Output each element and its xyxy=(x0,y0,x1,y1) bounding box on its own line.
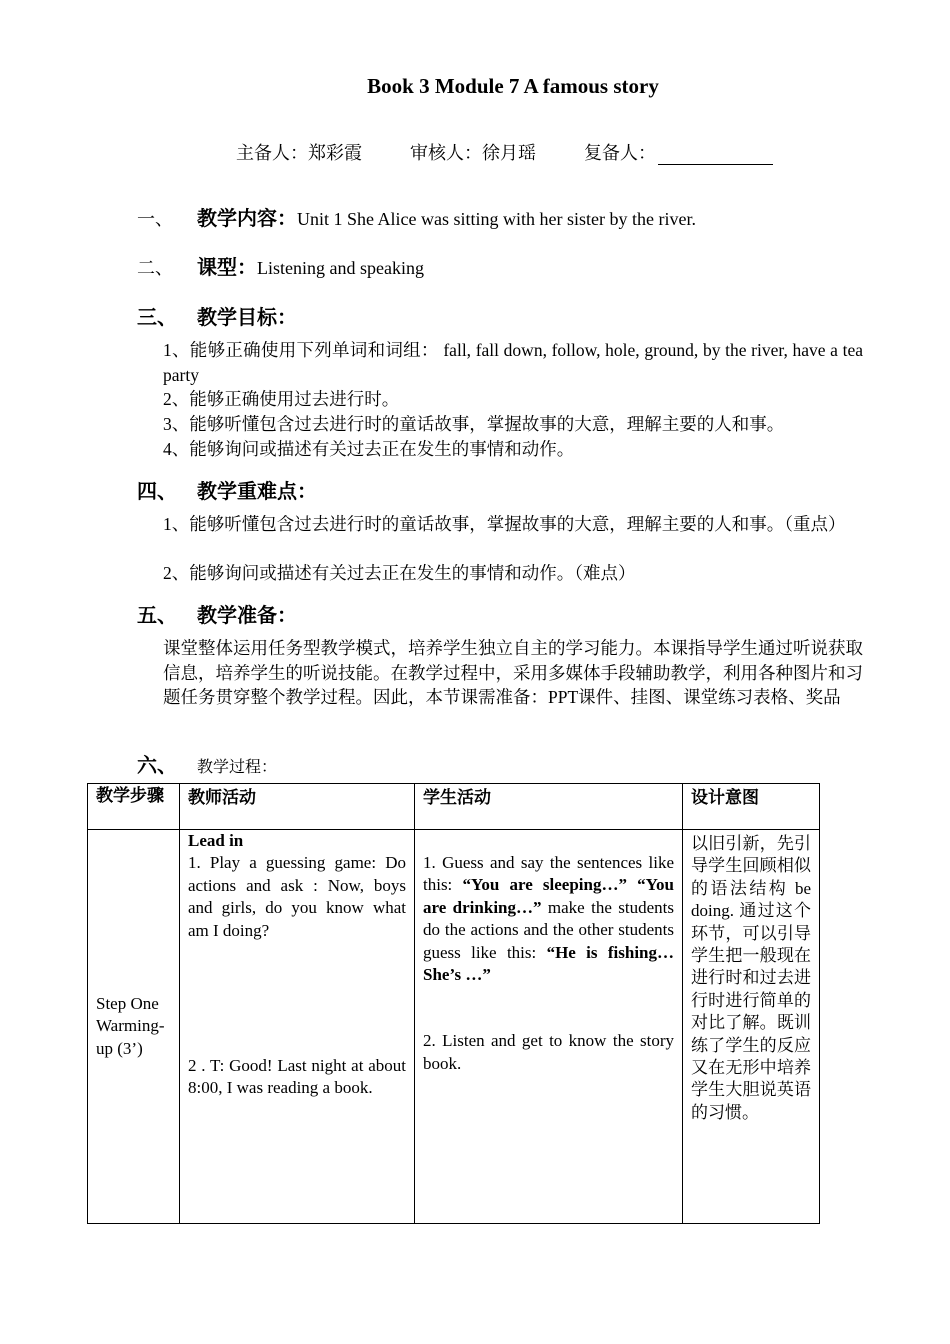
main-preparer: 主备人：郑彩霞 xyxy=(236,143,362,163)
table-header-row xyxy=(88,784,820,830)
section-heading: 教学内容： xyxy=(197,208,297,230)
teacher-activity-1: 1. Play a guessing game: Do actions and ask : Now, boys and girls, do you know what am I doing? xyxy=(188,853,406,940)
section-heading: 教学过程： xyxy=(197,759,278,776)
student-activity-1-middle: make the students do the actions and the other students guess like this: xyxy=(423,897,675,962)
reviewer: 审核人：徐月瑶 xyxy=(410,143,536,163)
section-heading: 教学重难点： xyxy=(197,481,317,503)
lead-in-heading: Lead in xyxy=(188,831,244,850)
student-activity-cell xyxy=(415,830,683,1224)
section-text: Unit 1 She Alice was sitting with her sister by the river. xyxy=(297,209,696,229)
secondary-preparer-blank xyxy=(658,146,773,165)
preparers-line xyxy=(236,139,773,165)
objective-item: 3、能够听懂包含过去进行时的童话故事，掌握故事的大意，理解主要的人和事。 xyxy=(163,414,785,434)
section-number: 二、 xyxy=(137,258,173,278)
section-lesson-type xyxy=(137,251,424,280)
section-heading: 课型： xyxy=(197,257,257,279)
section-number: 六、 xyxy=(137,755,177,777)
design-intent-text: 以旧引新，先引导学生回顾相似的语法结构 be doing. 通过这个环节，可以引导学生把一般现在进行时和过去进行时进行简单的对比了解。既训练了学生的反应又在无形中培养学生大胆说英语的习惯。 xyxy=(691,834,811,1122)
header-teacher-activity: 教师活动 xyxy=(180,784,415,830)
section-number: 四、 xyxy=(137,481,177,503)
section-text: Listening and speaking xyxy=(257,258,424,278)
section-objectives xyxy=(137,301,297,330)
section-heading: 教学目标： xyxy=(197,307,297,329)
objective-item: 2、能够正确使用过去进行时。 xyxy=(163,389,400,409)
key-point-item: 2、能够询问或描述有关过去正在发生的事情和动作。（难点） xyxy=(163,563,636,583)
section-content xyxy=(137,202,696,231)
example-quote: “You are drinking…” xyxy=(423,875,674,917)
header-step: 教学步骤 xyxy=(88,784,180,830)
section-number: 三、 xyxy=(137,307,177,329)
step-cell: Step One Warming-up (3’) xyxy=(88,830,180,1224)
header-design-intent: 设计意图 xyxy=(683,784,820,830)
teacher-activity-2: 2 . T: Good! Last night at about 8:00, I was reading a book. xyxy=(188,1056,406,1098)
student-activity-1-intro: 1. Guess and say the sentences like this: xyxy=(423,853,674,895)
secondary-preparer: 复备人： xyxy=(584,143,656,163)
section-heading: 教学准备： xyxy=(197,605,297,627)
preparation-text: 课堂整体运用任务型教学模式，培养学生独立自主的学习能力。本课指导学生通过听说获取信息，培养学生的听说技能。在教学过程中，采用多媒体手段辅助教学，利用各种图片和习题任务贯穿整个教学过程。因此，本节课需准备：PPT课件、挂图、课堂练习表格、奖品 xyxy=(163,638,863,707)
section-number: 五、 xyxy=(137,605,177,627)
teacher-activity-cell xyxy=(180,830,415,1224)
table-row xyxy=(88,830,820,1224)
objective-item: 1、能够正确使用下列单词和词组： fall, fall down, follow, hole, ground, by the river, have a tea party xyxy=(163,340,863,385)
student-activity-1 xyxy=(423,852,674,986)
page-title: Book 3 Module 7 A famous story xyxy=(367,74,659,98)
example-quote: “He is fishing… She’s …” xyxy=(423,942,674,985)
design-intent-cell xyxy=(683,830,820,1224)
section-preparation xyxy=(137,599,297,628)
section-process xyxy=(137,749,277,778)
section-key-points xyxy=(137,475,317,504)
student-activity-2: 2. Listen and get to know the story book. xyxy=(423,1031,674,1073)
key-point-item: 1、能够听懂包含过去进行时的童话故事，掌握故事的大意，理解主要的人和事。（重点） xyxy=(163,514,846,534)
section-number: 一、 xyxy=(137,209,173,229)
example-quote: “You are sleeping…” xyxy=(462,875,627,895)
header-student-activity: 学生活动 xyxy=(415,784,683,830)
teaching-process-table xyxy=(87,783,820,1224)
objective-item: 4、能够询问或描述有关过去正在发生的事情和动作。 xyxy=(163,439,575,459)
